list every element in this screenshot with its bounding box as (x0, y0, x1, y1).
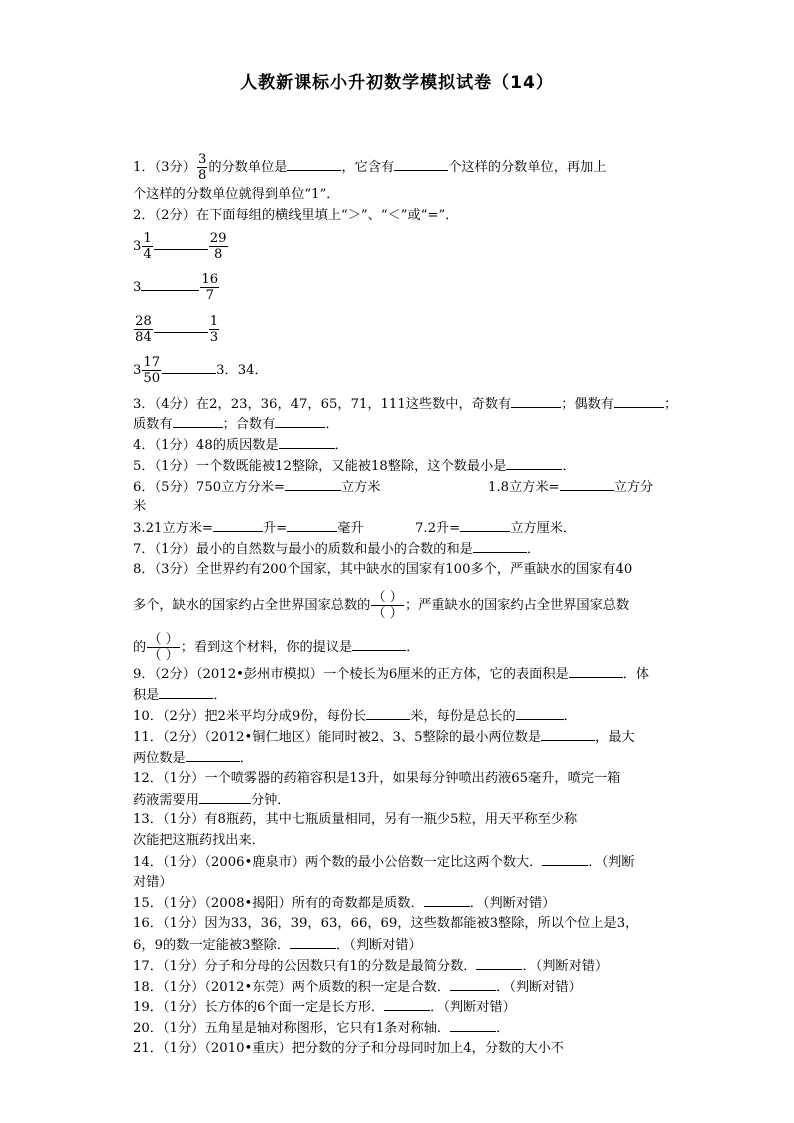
q14-text: 对错） (133, 875, 173, 890)
answer-blank[interactable] (285, 478, 341, 491)
answer-blank[interactable] (384, 998, 430, 1011)
q8-text: ；严重缺水的国家约占全世界国家总数 (404, 598, 630, 613)
question-3 (133, 395, 677, 414)
question-10 (133, 707, 577, 726)
answer-blank[interactable] (199, 791, 251, 804)
q18-text: ．（判断对错） (496, 980, 582, 995)
compare-value: 3．34． (216, 363, 268, 378)
question-5 (133, 457, 576, 476)
q5-text: ． (562, 459, 576, 474)
compare-row-1 (133, 231, 229, 262)
q6-text: 7.2升= (415, 521, 461, 536)
q8-text: 8．（3分）全世界约有200个国家，其中缺水的国家有100多个，严重缺水的国家有40 (133, 562, 633, 577)
fraction (209, 314, 219, 345)
q6-text: 3.21立方米= (133, 521, 213, 536)
question-4 (133, 436, 348, 455)
question-11-cont (133, 749, 253, 768)
compare-row-2 (133, 272, 220, 303)
denominator: 4 (143, 247, 152, 262)
q12-text: 分钟． (250, 793, 291, 808)
question-7 (133, 540, 540, 559)
denominator: 8 (197, 168, 207, 183)
question-13-cont (133, 832, 265, 850)
q8-text: ；看到这个材料，你的提议是 (180, 640, 353, 655)
answer-blank[interactable] (450, 978, 496, 991)
paren-fraction[interactable] (371, 590, 404, 621)
question-3-cont (133, 415, 339, 434)
q19-text: ．（判断对错） (430, 1000, 516, 1015)
denominator: 84 (135, 330, 152, 345)
q13-text: 次能把这瓶药找出来． (133, 833, 265, 848)
q9-text: 9．（2分）（2012•彭州市模拟）一个棱长为6厘米的正方体，它的表面积是 (133, 667, 569, 682)
question-16 (133, 915, 638, 933)
q3-text: ． (325, 417, 339, 432)
q1-text: ，它含有 (341, 160, 395, 175)
q14-text: 14．（1分）（2006•鹿泉市）两个数的最小公倍数一定比这两个数大． (133, 855, 543, 870)
answer-blank[interactable] (290, 936, 336, 949)
q12-text: 药液需要用 (133, 793, 199, 808)
answer-blank[interactable] (424, 894, 470, 907)
fraction (142, 355, 161, 386)
denominator-blank[interactable]: （ ） (372, 606, 403, 621)
question-6-line-3 (133, 519, 364, 538)
answer-blank[interactable] (279, 436, 335, 449)
q17-text: 17．（1分）分子和分母的公因数只有1的分数是最简分数． (133, 959, 477, 974)
answer-blank[interactable] (473, 540, 527, 553)
numerator: 28 (135, 314, 152, 329)
q14-text: ．（判断 (588, 855, 635, 870)
question-2 (133, 207, 458, 225)
question-11 (133, 728, 635, 747)
numerator: 17 (143, 355, 161, 370)
q9-text: 积是 (133, 688, 160, 703)
q4-text: 4．（1分）48的质因数是 (133, 438, 279, 453)
q5-text: 5．（1分）一个数既能被12整除，又能被18整除，这个数最小是 (133, 459, 507, 474)
fraction (200, 272, 219, 303)
q11-text: 11．（2分）（2012•铜仁地区）能同时被2、3、5整除的最小两位数是 (133, 730, 542, 745)
question-12-cont (133, 791, 291, 810)
fraction (197, 152, 207, 183)
numerator-blank[interactable]: （ ） (372, 590, 403, 605)
q6-text: 立方分 (613, 480, 654, 495)
numerator: 16 (201, 272, 219, 287)
whole-number: 3 (133, 239, 142, 254)
q3-text: ；偶数有 (561, 397, 614, 412)
q16-text: 16．（1分）因为33，36，39，63，66，69，这些数都能被3整除，所以个位上是3， (133, 916, 639, 931)
question-9-cont (133, 686, 227, 705)
question-8-line-3 (133, 632, 419, 663)
answer-blank[interactable] (159, 686, 213, 699)
q7-text: 7．（1分）最小的自然数与最小的质数和最小的合数的和是 (133, 542, 473, 557)
q9-text: ． (213, 688, 227, 703)
answer-blank[interactable] (450, 1019, 496, 1032)
answer-blank[interactable] (460, 519, 510, 532)
question-6 (133, 478, 380, 497)
q20-text: 20．（1分）五角星是轴对称图形，它只有1条对称轴． (133, 1021, 451, 1036)
answer-blank[interactable] (154, 237, 208, 250)
q6-text: 米 (133, 499, 147, 514)
numerator: 29 (209, 231, 227, 246)
answer-blank[interactable] (476, 957, 522, 970)
q2-text: 2．（2分）在下面每组的横线里填上“＞”、“＜”或“=”． (133, 208, 459, 223)
q1-text: 个这样的分数单位，再加上 (448, 160, 607, 175)
q4-text: ． (334, 438, 348, 453)
q18-text: 18．（1分）（2012•东莞）两个质数的积一定是合数． (133, 980, 451, 995)
whole-number: 3 (133, 280, 142, 295)
q6-text: 1.8立方米= (488, 480, 560, 495)
q15-text: 15．（1分）（2008•揭阳）所有的奇数都是质数． (133, 896, 424, 911)
q3-text: 质数有 (133, 417, 173, 432)
fraction (209, 231, 228, 262)
q10-text: 10．（2分）把2米平均分成9份，每份长 (133, 709, 367, 724)
q10-text: 米，每份是总长的 (410, 709, 516, 724)
answer-blank[interactable] (366, 707, 410, 720)
answer-blank[interactable] (352, 638, 406, 651)
answer-blank[interactable] (516, 707, 564, 720)
denominator: 8 (213, 247, 223, 262)
question-19 (133, 998, 516, 1017)
q8-text: ． (406, 640, 420, 655)
q6-text: 立方米 (340, 480, 381, 495)
q1-text: 个这样的分数单位就得到单位“1”． (133, 187, 340, 202)
question-12 (133, 770, 620, 788)
q8-text: 多个，缺水的国家约占全世界国家总数的 (133, 598, 371, 613)
question-1-cont (133, 186, 340, 204)
q3-text: 3．（4分）在2，23，36，47，65，71，111这些数中，奇数有 (133, 397, 512, 412)
q10-text: ． (563, 709, 577, 724)
q12-text: 12．（1分）一个喷雾器的药箱容积是13升，如果每分钟喷出药液65毫升，喷完一箱 (133, 771, 621, 786)
question-14 (133, 853, 635, 872)
q6-text: 6．（5分）750立方分米= (133, 480, 285, 495)
denominator: 7 (205, 288, 214, 303)
q8-text: 的 (133, 640, 147, 655)
q11-text: 两位数是 (133, 751, 186, 766)
question-6-part-2 (488, 478, 653, 497)
q16-text: ．（判断对错） (336, 938, 422, 953)
question-17 (133, 957, 608, 976)
q7-text: ． (526, 542, 541, 557)
q15-text: ．（判断对错） (469, 896, 556, 911)
answer-blank[interactable] (154, 320, 208, 333)
q21-text: 21．（1分）（2010•重庆）把分数的分子和分母同时加上4，分数的大小不 (133, 1041, 564, 1056)
fraction (134, 314, 153, 345)
q6-text: 立方厘米． (510, 521, 577, 536)
question-20 (133, 1019, 509, 1038)
question-18 (133, 978, 582, 997)
numerator: 1 (209, 314, 219, 329)
numerator: 1 (143, 231, 152, 246)
compare-row-3 (133, 314, 220, 345)
whole-number: 3 (133, 363, 142, 378)
answer-blank[interactable] (186, 749, 240, 762)
numerator: 3 (197, 152, 207, 167)
q3-text: ； (663, 397, 678, 412)
q1-label: 1．（3分） (133, 160, 196, 175)
question-9 (133, 665, 649, 684)
answer-blank[interactable] (275, 415, 325, 428)
compare-row-4 (133, 355, 268, 386)
q20-text: ． (496, 1021, 510, 1036)
answer-blank[interactable] (541, 728, 595, 741)
answer-blank[interactable] (162, 361, 216, 374)
question-6-cont (133, 498, 146, 516)
question-16-cont (133, 936, 422, 955)
fraction (142, 231, 152, 262)
denominator: 50 (143, 371, 161, 386)
answer-blank[interactable] (560, 478, 614, 491)
q13-text: 13．（1分）有8瓶药，其中七瓶质量相同，另有一瓶少5粒，用天平称至少称 (133, 812, 578, 827)
q6-text: 毫升 (337, 521, 364, 536)
q17-text: ．（判断对错） (522, 959, 609, 974)
q19-text: 19．（1分）长方体的6个面一定是长方形． (133, 1000, 385, 1015)
page-title: 人教新课标小升初数学模拟试卷（14） (240, 73, 554, 93)
question-8-cont (133, 590, 629, 621)
answer-blank[interactable] (173, 415, 223, 428)
question-14-cont (133, 874, 173, 892)
numerator-blank[interactable]: （ ） (148, 632, 179, 647)
question-15 (133, 894, 555, 913)
denominator-blank[interactable]: （ ） (148, 648, 179, 663)
answer-blank[interactable] (213, 519, 263, 532)
answer-blank[interactable] (614, 395, 664, 408)
answer-blank[interactable] (511, 395, 561, 408)
q1-text: 的分数单位是 (208, 160, 288, 175)
question-6-part-4 (415, 519, 576, 538)
q3-text: ；合数有 (222, 417, 276, 432)
question-21 (133, 1040, 564, 1058)
answer-blank[interactable] (287, 158, 341, 171)
answer-blank[interactable] (506, 457, 562, 470)
question-13 (133, 811, 577, 829)
q11-text: ． (239, 751, 253, 766)
q6-text: 升= (262, 521, 288, 536)
paren-fraction[interactable] (147, 632, 180, 663)
question-8 (133, 561, 632, 579)
answer-blank[interactable] (569, 665, 623, 678)
q16-text: 6，9的数一定能被3整除． (133, 938, 291, 953)
answer-blank[interactable] (141, 278, 199, 291)
question-1 (133, 152, 606, 183)
answer-blank[interactable] (394, 158, 448, 171)
answer-blank[interactable] (542, 853, 588, 866)
denominator: 3 (209, 330, 219, 345)
answer-blank[interactable] (287, 519, 337, 532)
q11-text: ，最大 (595, 730, 635, 745)
q9-text: ．体 (622, 667, 650, 682)
